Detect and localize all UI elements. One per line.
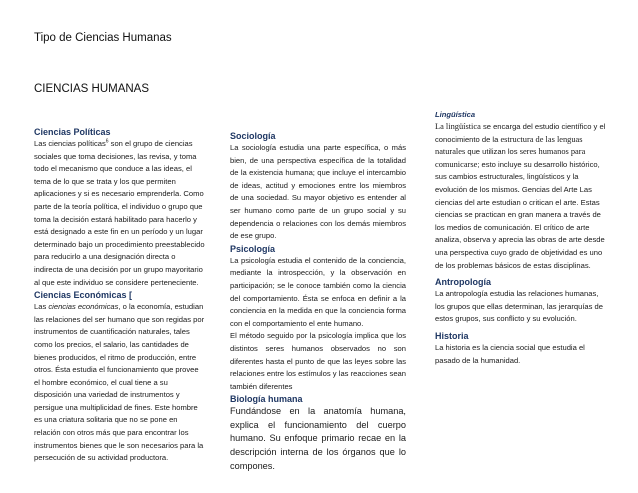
paragraph-psicologia-metodo: El método seguido por la psicología implica que los distintos seres humanos observados no son diferentes hasta el punto de que las leyes sobre las relaciones entre los estímulos y las reacciones sean también diferentes (230, 331, 406, 391)
linguistica-term-b: estructura de las lenguas naturales (435, 134, 583, 157)
economicas-text: , o la economía, estudian las relaciones del ser humano que son regidas por instrumentos de cuantificación naturales, tales como los precios, el salario, las cantidades de bienes producidos, el ritmo de producción, entre otros. Ésta estudia el funcionamiento que provee el hombre económico, el cual tiene a su disposición una variedad de instrumentos y persigue una multiplicidad de fines. Este hombre es una criatura solitaria que no se pone en relación con otros más que para encontrar los instrumentos bienes que le son necesarios para la persecución de su actividad productora. (34, 302, 205, 463)
paragraph-ciencias-politicas (34, 138, 206, 289)
heading-biologia-humana: Biología humana (230, 394, 303, 405)
footnote-marker: 6 (105, 138, 109, 145)
column-middle (230, 130, 406, 473)
linguistica-text-c: ; esto incluye su desarrollo histórico, sus cambios estructurales, lingüísticos y la evolución de los (435, 159, 600, 194)
heading-historia: Historia (435, 330, 469, 341)
heading-psicologia: Psicología (230, 243, 276, 254)
paragraph-sociologia: La sociología estudia una parte específica, o más bien, de una perspectiva específica de la totalidad de la existencia humana; que incluye el intercambio de ideas, actitud y emociones entre los miembros de una sociedad. Su mayor objetivo es entender al ser humano como parte de un grupo social y su dependencia o relaciones con los demás miembros de ese grupo. (230, 143, 406, 241)
linguistica-term: La lingüística (435, 122, 481, 131)
page-title: Tipo de Ciencias Humanas (34, 32, 172, 44)
paragraph-ciencias-economicas (34, 301, 206, 465)
heading-ciencias-economicas: Ciencias Económicas [ (34, 290, 133, 301)
column-right (435, 109, 609, 367)
heading-antropologia: Antropología (435, 277, 491, 288)
heading-sociologia: Sociología (230, 131, 276, 141)
paragraph-historia: La historia es la ciencia social que estudia el pasado de la humanidad. (435, 342, 585, 365)
paragraph-antropologia: La antropología estudia las relaciones humanas, los grupos que ellas determinan, las jerarquías de estos grupos, sus conflicto y su evolución. (435, 289, 604, 324)
linguistica-text-d: Gencias del Arte Las ciencias del arte estudian o critican el arte. Estas ciencias se practican en gran manera a través de los medios de comunicación. El crítico de arte analiza, observa y aprecia las obras de arte desde una perspectiva cuyo grado de objetividad es uno de los problemas básicos de estas disciplinas. (435, 184, 605, 270)
paragraph-linguistica (435, 121, 609, 272)
heading-linguistica: Lingüística (435, 110, 476, 119)
linguistica-term-c: seres humanos para comunicarse (435, 147, 586, 169)
linguistica-text-a: se encarga del estudio científico y el conocimiento de la (435, 122, 606, 144)
politicas-text: son el grupo de ciencias sociales que toma decisiones, las revisa, y toma todo el mecanismo que conduce a las ideas, el tema de lo que se trata y los que permiten aplicaciones y si es necesario emprenderla. Como parte de la teoría política, el individuo o grupo que toma la decisión estará habilitado para hacerlo y está designado a este fin en un período y un lugar determinado bajo un procedimiento preestablecido para reducirlo a una designación directa o indirecta de una decisión por un grupo mayoritario al que este individuo se considere perteneciente. (34, 139, 205, 287)
paragraph-psicologia: La psicología estudia el contenido de la conciencia, mediante la introspección, y la observación en participación; se le conoce también como la ciencia del comportamiento. Ésta se enfoca en definir a la conciencia en la medida en que la conciencia forma con el comportamiento el ente humano. (230, 255, 406, 328)
heading-ciencias-politicas: Ciencias Políticas (34, 127, 111, 137)
linguistica-term-d: mismos. (491, 184, 520, 194)
economicas-term: ciencias económicas (48, 302, 119, 312)
column-left (34, 126, 206, 465)
paragraph-biologia-humana: Fundándose en la anatomía humana, explica el funcionamiento del cuerpo humano. Su enfoque primario recae en la descripción interna de los órganos que lo compones. (230, 406, 406, 471)
section-heading: CIENCIAS HUMANAS (34, 83, 150, 95)
politicas-lead: Las ciencias políticas (34, 139, 106, 148)
economicas-lead: Las (34, 302, 49, 312)
linguistica-text-b: que utilizan los (465, 147, 520, 157)
